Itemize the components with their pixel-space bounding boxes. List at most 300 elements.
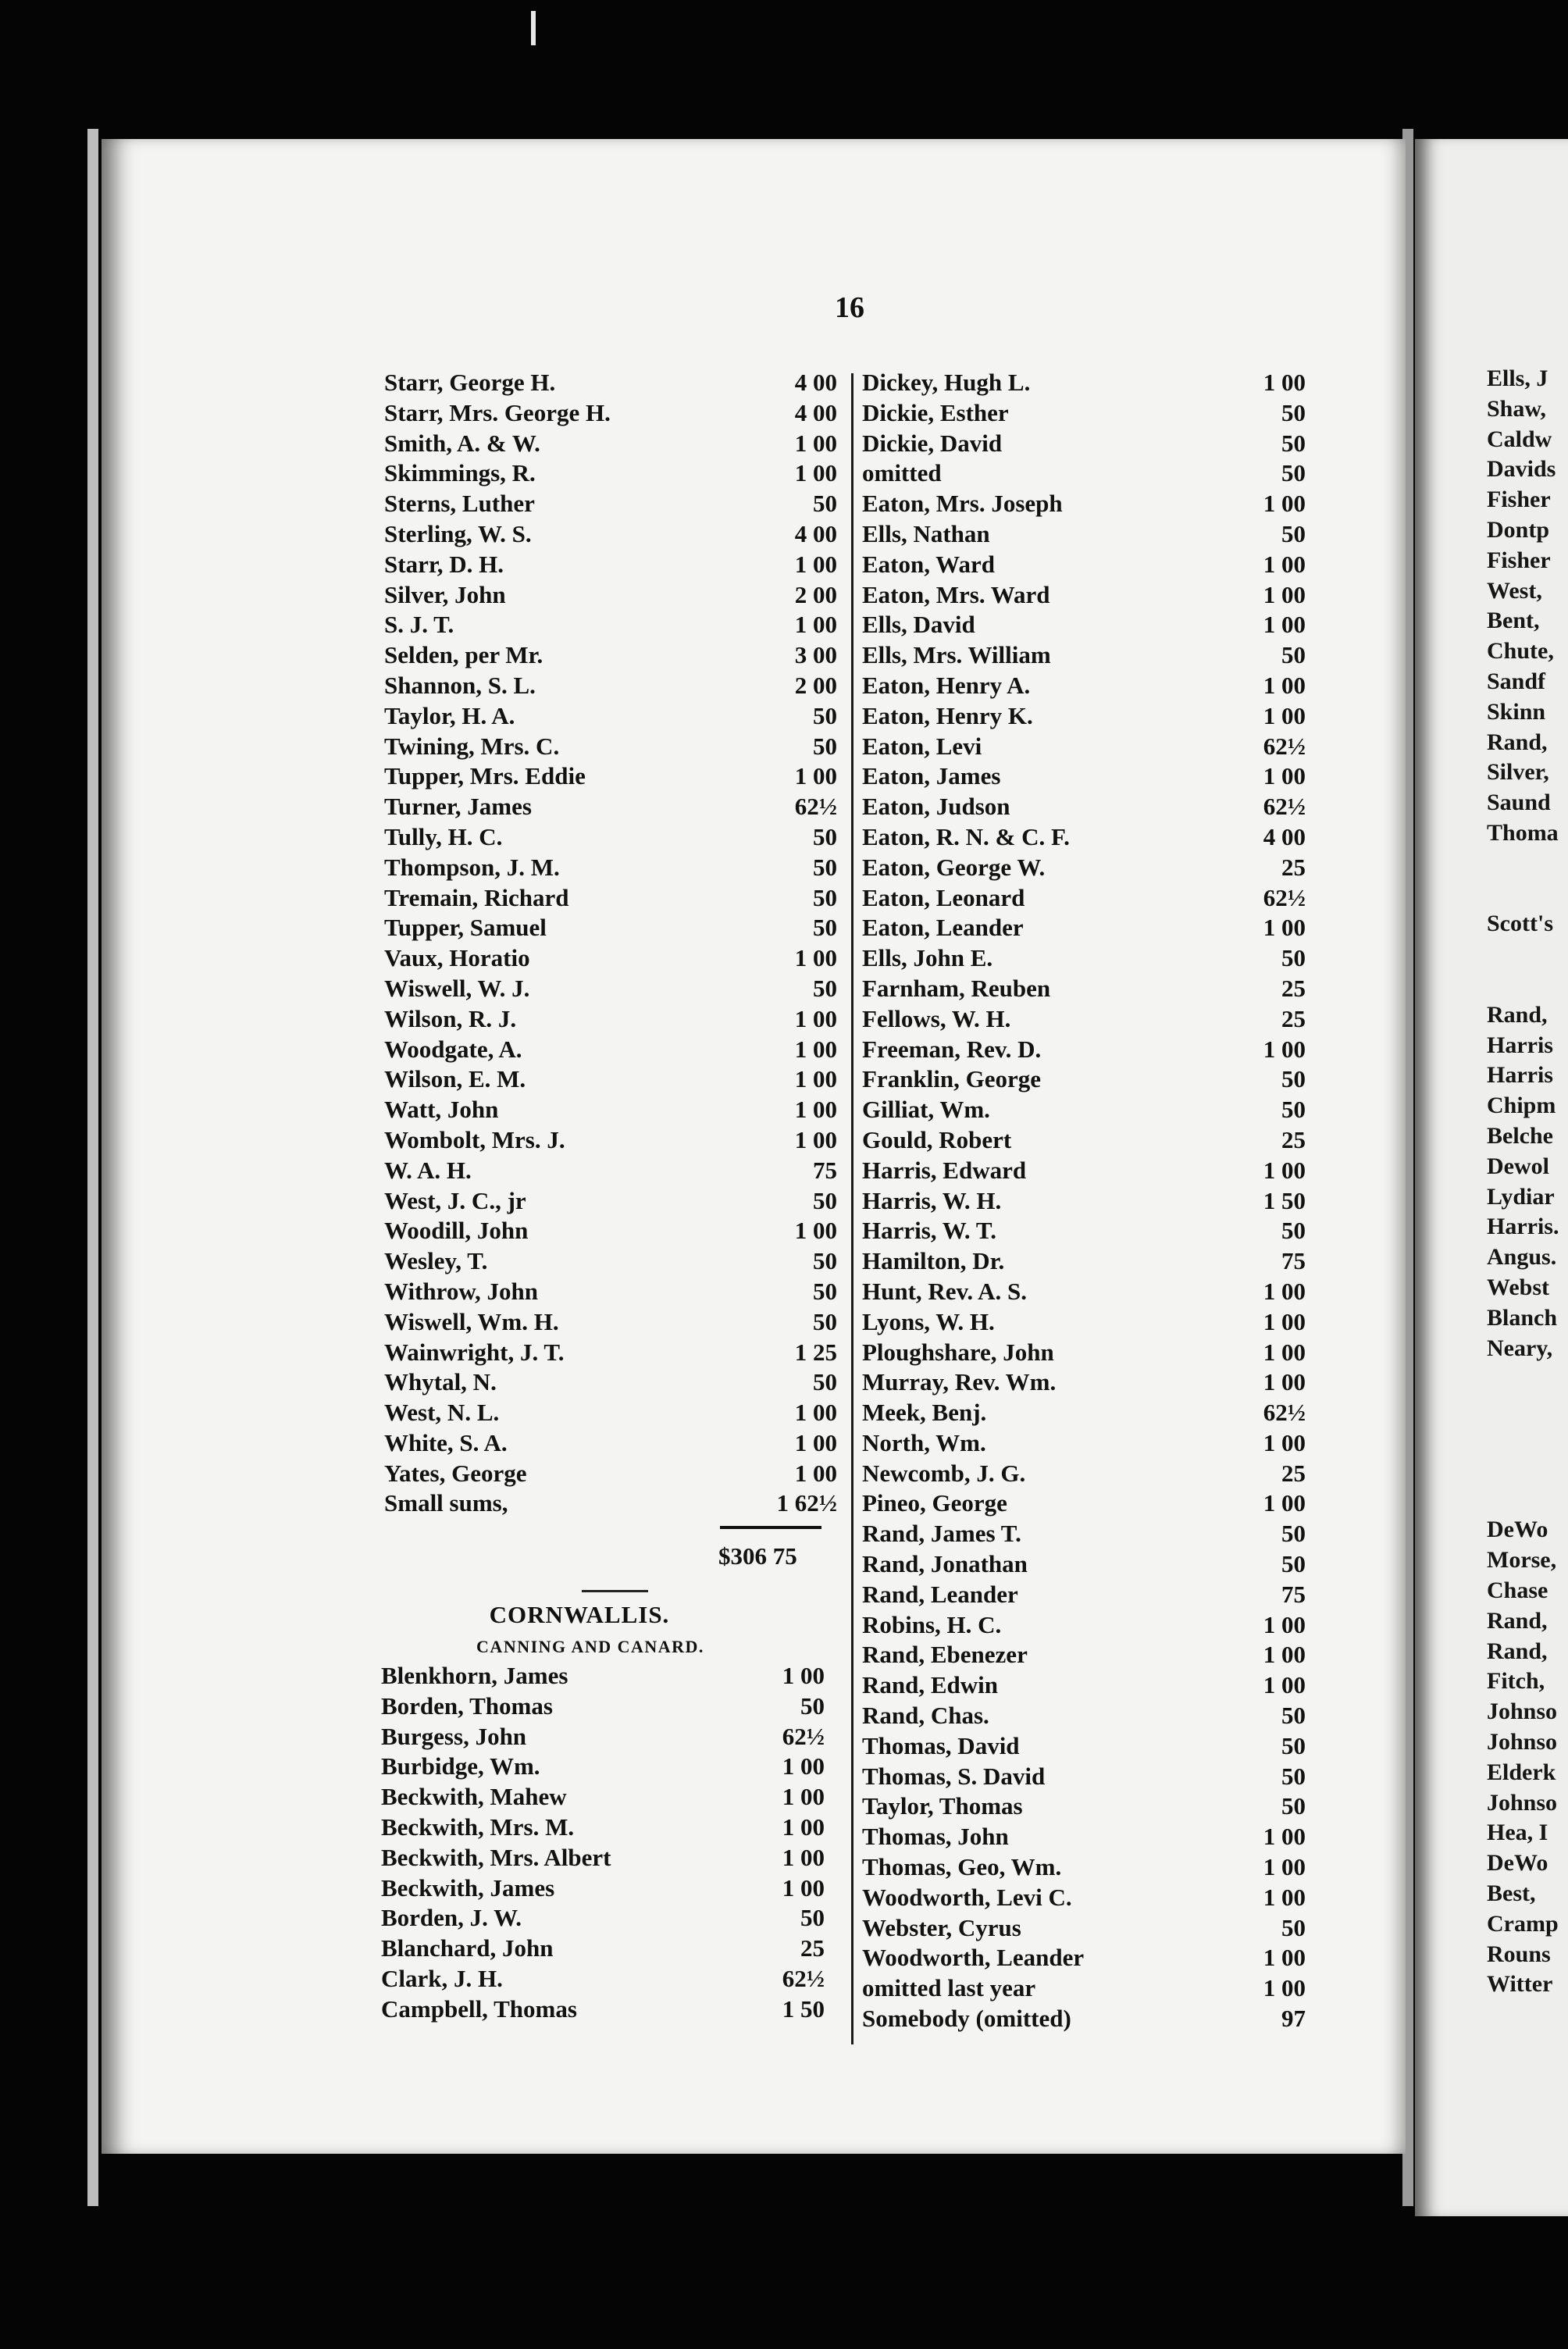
- subscriber-name: Somebody (omitted): [862, 2005, 1071, 2033]
- subscriber-name: Harris, W. T.: [862, 1217, 996, 1245]
- list-item: [862, 1126, 1309, 1157]
- list-item: [384, 1247, 837, 1278]
- subscriber-name: Hamilton, Dr.: [862, 1247, 1005, 1275]
- subscription-amount: 1 00: [782, 1662, 825, 1689]
- list-item: [384, 1096, 837, 1126]
- list-item: [384, 672, 837, 702]
- list-item: [384, 733, 837, 763]
- list-item: [862, 1247, 1309, 1278]
- subscription-amount: 50: [813, 1368, 837, 1396]
- list-item: [862, 1460, 1309, 1490]
- subscriber-name: Eaton, Henry K.: [862, 701, 1033, 729]
- subscriber-name: S. J. T.: [384, 611, 454, 639]
- subscription-amount: 1 00: [794, 1065, 837, 1093]
- facing-page-text: Chipm: [1487, 1093, 1556, 1119]
- list-item: [862, 611, 1309, 641]
- section-entries-list: [381, 1662, 825, 2026]
- subscriber-name: Beckwith, Mrs. M.: [381, 1813, 575, 1841]
- list-item: [862, 369, 1309, 399]
- subscriber-name: Meek, Benj.: [862, 1399, 987, 1427]
- subscriber-name: Thomas, John: [862, 1823, 1009, 1851]
- list-item: [384, 1217, 837, 1247]
- subscriber-name: Watt, John: [384, 1096, 499, 1124]
- list-item: [384, 430, 837, 460]
- subscriber-name: Sterling, W. S.: [384, 519, 532, 547]
- list-item: [384, 1035, 837, 1066]
- subscription-amount: 50: [813, 490, 837, 518]
- subscriber-name: Skimmings, R.: [384, 459, 536, 487]
- facing-page-text: Webst: [1487, 1274, 1550, 1300]
- subscriber-name: Eaton, Ward: [862, 550, 995, 578]
- subscriber-name: Woodworth, Leander: [862, 1944, 1085, 1972]
- subscriber-name: Eaton, George W.: [862, 853, 1046, 881]
- list-item: [381, 1874, 825, 1905]
- facing-page-text: Cramp: [1487, 1910, 1559, 1937]
- subscription-amount: 1 00: [794, 1096, 837, 1124]
- subscriber-name: Twining, Mrs. C.: [384, 732, 560, 760]
- subscriber-name: Burgess, John: [381, 1722, 527, 1750]
- subscription-amount: 50: [1281, 1731, 1306, 1759]
- subscriber-name: Eaton, Judson: [862, 793, 1010, 821]
- list-item: [862, 1157, 1309, 1187]
- subscriber-name: Dickie, Esther: [862, 398, 1009, 426]
- subscription-amount: 50: [813, 1277, 837, 1305]
- list-item: [384, 1460, 837, 1490]
- subscription-amount: 1 00: [1263, 369, 1306, 396]
- subscription-amount: 25: [1281, 1459, 1306, 1487]
- list-item: [862, 884, 1309, 914]
- subscription-amount: 50: [1281, 641, 1306, 669]
- facing-page-text: Lydiar: [1487, 1183, 1555, 1210]
- facing-page-text: Fisher: [1487, 547, 1551, 573]
- facing-page-text: DeWo: [1487, 1517, 1548, 1543]
- facing-page-text: Scott's: [1487, 911, 1553, 937]
- facing-page-text: DeWo: [1487, 1850, 1548, 1877]
- subscriber-name: Eaton, James: [862, 762, 1001, 790]
- subscriber-name: Eaton, Leander: [862, 914, 1024, 942]
- list-item: [381, 1662, 825, 1692]
- facing-page-text: Johnso: [1487, 1789, 1558, 1816]
- subscription-amount: 1 00: [1263, 1641, 1306, 1669]
- subscriber-name: Dickie, David: [862, 429, 1003, 457]
- subscriber-name: Eaton, Mrs. Ward: [862, 580, 1050, 608]
- subscription-amount: 1 00: [1263, 1307, 1306, 1335]
- subscription-amount: 1 00: [1263, 1428, 1306, 1456]
- subscription-amount: 1 50: [1263, 1186, 1306, 1214]
- subscription-amount: 1 00: [794, 1035, 837, 1063]
- list-item: [862, 641, 1309, 672]
- subscriber-name: Gilliat, Wm.: [862, 1096, 990, 1124]
- subscriber-name: West, N. L.: [384, 1399, 500, 1427]
- facing-page-text: Belche: [1487, 1123, 1553, 1149]
- subscriber-name: omitted last year: [862, 1974, 1036, 2002]
- subscription-amount: 1 00: [1263, 762, 1306, 790]
- subscription-amount: 50: [1281, 1217, 1306, 1245]
- subscription-amount: 1 00: [1263, 1944, 1306, 1972]
- list-item: [381, 1723, 825, 1753]
- section-title: CORNWALLIS.: [489, 1601, 670, 1628]
- list-item: [381, 1783, 825, 1813]
- facing-page-text: Fitch,: [1487, 1668, 1545, 1695]
- subscriber-name: Selden, per Mr.: [384, 641, 543, 669]
- list-item: [862, 1035, 1309, 1066]
- subscriber-name: Eaton, Levi: [862, 732, 982, 760]
- list-item: [862, 1399, 1309, 1429]
- subscription-amount: 1 00: [794, 459, 837, 487]
- list-item: [862, 1217, 1309, 1247]
- page-number: 16: [835, 291, 864, 324]
- subscription-amount: 75: [813, 1156, 837, 1184]
- subscriber-name: Beckwith, James: [381, 1873, 555, 1902]
- subscription-amount: 50: [813, 732, 837, 760]
- list-item: [862, 702, 1309, 733]
- subscription-amount: 25: [1281, 974, 1306, 1002]
- subscriber-name: Clark, J. H.: [381, 1964, 503, 1992]
- facing-page-text: Johnso: [1487, 1729, 1558, 1755]
- subscriber-name: Sterns, Luther: [384, 490, 535, 518]
- subscription-amount: 1 00: [794, 1428, 837, 1456]
- list-item: [862, 1489, 1309, 1520]
- subscription-amount: 1 25: [794, 1338, 837, 1366]
- list-item: [384, 975, 837, 1005]
- subscriber-name: Taylor, H. A.: [384, 701, 515, 729]
- subscription-amount: 50: [813, 1307, 837, 1335]
- subscription-amount: 25: [1281, 853, 1306, 881]
- section-divider: [582, 1590, 648, 1592]
- subscriber-name: Thomas, Geo, Wm.: [862, 1853, 1062, 1881]
- list-item: [384, 1429, 837, 1460]
- facing-page-text: Rand,: [1487, 729, 1548, 755]
- subscription-amount: 50: [1281, 1550, 1306, 1578]
- list-item: [862, 551, 1309, 581]
- list-item: [862, 1763, 1309, 1793]
- list-item: [384, 1399, 837, 1429]
- list-item: [862, 1611, 1309, 1641]
- subscription-amount: 4 00: [1263, 822, 1306, 850]
- facing-page-text: Ells, J: [1487, 365, 1548, 391]
- subscriber-name: Small sums,: [384, 1489, 508, 1517]
- list-item: [381, 1995, 825, 2026]
- subscriber-name: Gould, Robert: [862, 1125, 1012, 1153]
- subscription-amount: 1 00: [1263, 671, 1306, 699]
- subscriber-name: W. A. H.: [384, 1156, 472, 1184]
- subscriber-name: Burbidge, Wm.: [381, 1752, 540, 1780]
- facing-page-text: Harris: [1487, 1032, 1553, 1058]
- list-item: [384, 914, 837, 944]
- page-edge-stack: [87, 129, 98, 2206]
- list-item: [862, 459, 1309, 490]
- subscription-amount: 1 00: [1263, 701, 1306, 729]
- list-item: [384, 1065, 837, 1096]
- subscription-amount: 1 00: [782, 1783, 825, 1811]
- subscriber-name: West, J. C., jr: [384, 1186, 526, 1214]
- list-item: [862, 672, 1309, 702]
- subscription-amount: 1 00: [1263, 550, 1306, 578]
- subscriber-name: Rand, Chas.: [862, 1702, 989, 1730]
- list-item: [862, 520, 1309, 551]
- subscription-amount: 50: [1281, 519, 1306, 547]
- subscription-amount: 1 00: [794, 1004, 837, 1032]
- list-item: [381, 1752, 825, 1783]
- list-item: [384, 823, 837, 854]
- list-item: [862, 1944, 1309, 1974]
- subscription-amount: 50: [1281, 398, 1306, 426]
- subscriber-name: Wainwright, J. T.: [384, 1338, 565, 1366]
- subscription-amount: 2 00: [794, 671, 837, 699]
- list-item: [862, 762, 1309, 793]
- list-item: [384, 581, 837, 611]
- subscription-amount: 50: [813, 1186, 837, 1214]
- subscriber-name: Shannon, S. L.: [384, 671, 536, 699]
- facing-page-text: Elderk: [1487, 1759, 1556, 1785]
- subscriber-name: Webster, Cyrus: [862, 1913, 1021, 1941]
- subscription-amount: 50: [813, 701, 837, 729]
- list-item: [384, 459, 837, 490]
- facing-page-text: Silver,: [1487, 759, 1549, 786]
- list-item: [384, 551, 837, 581]
- subscription-amount: 62½: [1263, 732, 1306, 760]
- subscriber-name: Eaton, R. N. & C. F.: [862, 822, 1070, 850]
- subscriber-name: Thomas, David: [862, 1731, 1020, 1759]
- list-item: [862, 1732, 1309, 1763]
- subscriber-name: Blanchard, John: [381, 1934, 554, 1962]
- subscriber-name: Blenkhorn, James: [381, 1662, 568, 1689]
- facing-page-text: Hea, I: [1487, 1820, 1548, 1846]
- list-item: [384, 1308, 837, 1338]
- list-item: [384, 1338, 837, 1369]
- facing-page-text: Dontp: [1487, 517, 1550, 543]
- list-item: [862, 944, 1309, 975]
- list-item: [862, 1308, 1309, 1338]
- subscriber-name: Silver, John: [384, 580, 506, 608]
- subscriber-name: Woodill, John: [384, 1217, 529, 1245]
- subscription-amount: 1 00: [1263, 611, 1306, 639]
- subscription-amount: 50: [1281, 1792, 1306, 1820]
- subscriber-name: Dickey, Hugh L.: [862, 369, 1031, 396]
- subscriber-name: Harris, Edward: [862, 1156, 1027, 1184]
- subscription-amount: 1 00: [1263, 490, 1306, 518]
- subscription-amount: 1 00: [794, 762, 837, 790]
- subscription-amount: 1 00: [782, 1873, 825, 1902]
- list-item: [862, 1550, 1309, 1581]
- subscriber-name: Franklin, George: [862, 1065, 1042, 1093]
- subscriber-name: Hunt, Rev. A. S.: [862, 1277, 1028, 1305]
- facing-page-text: Dewol: [1487, 1153, 1549, 1179]
- facing-page-text: Witter: [1487, 1971, 1553, 1998]
- total-rule: [720, 1526, 821, 1529]
- subscriber-name: Murray, Rev. Wm.: [862, 1368, 1057, 1396]
- facing-page-text: Bent,: [1487, 608, 1540, 634]
- subscriber-name: Wombolt, Mrs. J.: [384, 1125, 565, 1153]
- subscription-amount: 50: [1281, 1762, 1306, 1790]
- list-item: [384, 369, 837, 399]
- list-item: [384, 1157, 837, 1187]
- subscriber-name: Wiswell, W. J.: [384, 974, 530, 1002]
- subscription-amount: 62½: [794, 793, 837, 821]
- list-item: [381, 1692, 825, 1723]
- list-item: [862, 854, 1309, 884]
- list-item: [381, 1965, 825, 1995]
- subscriber-name: Taylor, Thomas: [862, 1792, 1023, 1820]
- section-subtitle: CANNING AND CANARD.: [476, 1637, 704, 1656]
- list-item: [862, 975, 1309, 1005]
- subscription-amount: 62½: [1263, 793, 1306, 821]
- facing-page-text: Rand,: [1487, 1001, 1548, 1028]
- subscription-amount: 62½: [1263, 1399, 1306, 1427]
- subscriber-name: Fellows, W. H.: [862, 1004, 1011, 1032]
- subscriber-name: Borden, Thomas: [381, 1691, 553, 1720]
- subscription-amount: 50: [800, 1691, 825, 1720]
- list-item: [862, 581, 1309, 611]
- subscriber-name: Thompson, J. M.: [384, 853, 560, 881]
- subscriber-name: Ells, Mrs. William: [862, 641, 1051, 669]
- subscription-amount: 62½: [1263, 883, 1306, 911]
- list-item: [862, 1187, 1309, 1217]
- subscription-amount: 62½: [782, 1964, 825, 1992]
- facing-page-text: Caldw: [1487, 426, 1552, 452]
- subscription-amount: 1 00: [782, 1813, 825, 1841]
- list-item: [384, 490, 837, 520]
- subscription-amount: 1 00: [1263, 580, 1306, 608]
- subscription-amount: 50: [1281, 944, 1306, 972]
- subscription-amount: 1 00: [1263, 1823, 1306, 1851]
- right-column-list: [862, 369, 1309, 2035]
- subscriber-name: Tremain, Richard: [384, 883, 569, 911]
- subscriber-name: Vaux, Horatio: [384, 944, 530, 972]
- film-edge-mark: [531, 11, 536, 45]
- list-item: [384, 702, 837, 733]
- list-item: [862, 1702, 1309, 1732]
- facing-page: [1415, 139, 1568, 2216]
- subscription-amount: 1 00: [1263, 1671, 1306, 1699]
- subscriber-name: Eaton, Henry A.: [862, 671, 1031, 699]
- subscription-amount: 1 00: [794, 611, 837, 639]
- list-item: [862, 1914, 1309, 1944]
- subscription-amount: 4 00: [794, 398, 837, 426]
- subscription-amount: 75: [1281, 1580, 1306, 1608]
- list-item: [862, 1853, 1309, 1884]
- subscription-amount: 3 00: [794, 641, 837, 669]
- list-item: [862, 2005, 1309, 2035]
- subscription-amount: 62½: [782, 1722, 825, 1750]
- subscriber-name: Ells, David: [862, 611, 975, 639]
- list-item: [862, 1520, 1309, 1550]
- subscriber-name: Woodgate, A.: [384, 1035, 522, 1063]
- subscription-amount: 1 00: [794, 1399, 837, 1427]
- subscriber-name: Woodworth, Levi C.: [862, 1883, 1072, 1911]
- subscriber-name: Starr, George H.: [384, 369, 556, 396]
- subscription-amount: 50: [1281, 459, 1306, 487]
- list-item: [862, 1792, 1309, 1823]
- subscriber-name: Eaton, Mrs. Joseph: [862, 490, 1063, 518]
- subscriber-name: Rand, Ebenezer: [862, 1641, 1028, 1669]
- subscription-amount: 1 00: [794, 1459, 837, 1487]
- subscriber-name: Turner, James: [384, 793, 532, 821]
- subscriber-name: Thomas, S. David: [862, 1762, 1046, 1790]
- subscription-amount: 1 00: [1263, 914, 1306, 942]
- list-item: [381, 1934, 825, 1965]
- subscription-amount: 50: [813, 914, 837, 942]
- list-item: [384, 1489, 837, 1520]
- subscriber-name: Campbell, Thomas: [381, 1994, 577, 2023]
- subscription-amount: 50: [1281, 1913, 1306, 1941]
- subscription-amount: 50: [1281, 1065, 1306, 1093]
- subscription-amount: 25: [800, 1934, 825, 1962]
- subscriber-name: Wesley, T.: [384, 1247, 488, 1275]
- facing-page-text: Saund: [1487, 790, 1551, 816]
- list-item: [862, 1884, 1309, 1914]
- subscription-amount: 1 00: [1263, 1277, 1306, 1305]
- list-item: [384, 1005, 837, 1035]
- subscriber-name: Starr, D. H.: [384, 550, 504, 578]
- list-item: [862, 914, 1309, 944]
- subscriber-name: Wilson, R. J.: [384, 1004, 517, 1032]
- subscription-amount: 1 00: [794, 944, 837, 972]
- subscription-amount: 25: [1281, 1004, 1306, 1032]
- facing-page-text: Harris.: [1487, 1214, 1559, 1240]
- list-item: [862, 1338, 1309, 1369]
- list-item: [862, 1581, 1309, 1611]
- subscription-amount: 97: [1281, 2005, 1306, 2033]
- subscriber-name: Withrow, John: [384, 1277, 538, 1305]
- subscriber-name: Pineo, George: [862, 1489, 1007, 1517]
- subscription-amount: 50: [1281, 1096, 1306, 1124]
- subscriber-name: omitted: [862, 459, 942, 487]
- subscriber-name: Freeman, Rev. D.: [862, 1035, 1042, 1063]
- facing-page-text: Chute,: [1487, 638, 1554, 665]
- list-item: [862, 733, 1309, 763]
- subscriber-name: Rand, Jonathan: [862, 1550, 1028, 1578]
- subscriber-name: Starr, Mrs. George H.: [384, 398, 611, 426]
- list-item: [862, 823, 1309, 854]
- facing-page-text: Best,: [1487, 1880, 1536, 1906]
- column-divider: [851, 373, 853, 2044]
- facing-page-text: Rouns: [1487, 1941, 1551, 1967]
- subscriber-name: Tupper, Samuel: [384, 914, 547, 942]
- subscription-amount: 1 62½: [776, 1489, 837, 1517]
- subscription-amount: 1 00: [1263, 1368, 1306, 1396]
- list-item: [862, 1823, 1309, 1853]
- subscriber-name: Newcomb, J. G.: [862, 1459, 1026, 1487]
- subscriber-name: Lyons, W. H.: [862, 1307, 995, 1335]
- subscriber-name: Beckwith, Mahew: [381, 1783, 567, 1811]
- subscriber-name: Beckwith, Mrs. Albert: [381, 1843, 611, 1871]
- list-item: [384, 1368, 837, 1399]
- left-column-list: [384, 369, 837, 1520]
- facing-page-text: Rand,: [1487, 1638, 1548, 1664]
- subscription-amount: 1 00: [794, 1217, 837, 1245]
- subscription-amount: 1 00: [794, 550, 837, 578]
- facing-page-text: West,: [1487, 577, 1542, 604]
- subscription-amount: 1 00: [1263, 1974, 1306, 2002]
- subscription-amount: 1 00: [1263, 1610, 1306, 1638]
- subscription-amount: 1 00: [1263, 1035, 1306, 1063]
- subscription-amount: 50: [813, 883, 837, 911]
- subscription-amount: 50: [1281, 1702, 1306, 1730]
- list-item: [862, 490, 1309, 520]
- list-item: [862, 1005, 1309, 1035]
- subscription-amount: 50: [813, 974, 837, 1002]
- list-item: [384, 884, 837, 914]
- facing-page-text: Angus.: [1487, 1244, 1557, 1271]
- facing-page-text: Chase: [1487, 1577, 1548, 1603]
- list-item: [384, 854, 837, 884]
- list-item: [862, 1278, 1309, 1308]
- list-item: [384, 1126, 837, 1157]
- list-item: [862, 1368, 1309, 1399]
- subscription-amount: 50: [1281, 1520, 1306, 1548]
- list-item: [862, 1671, 1309, 1702]
